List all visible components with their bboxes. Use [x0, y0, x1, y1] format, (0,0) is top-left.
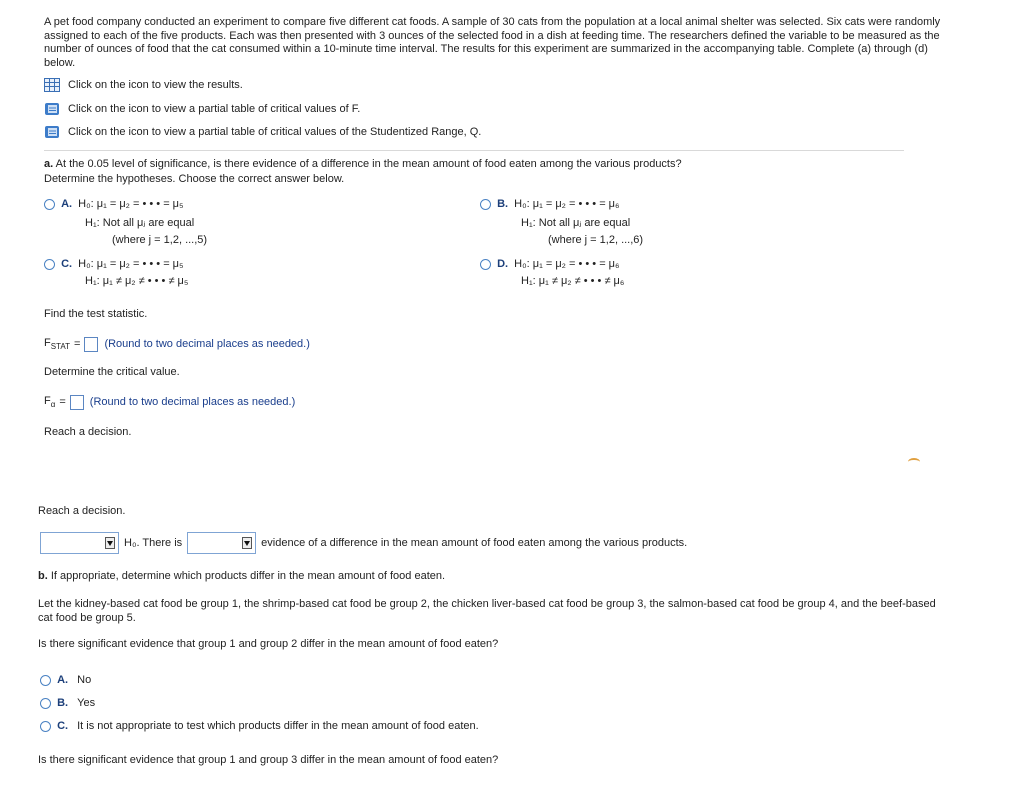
falpha-label: $F_\alpha$ [44, 395, 56, 409]
f-table-link-text: Click on the icon to view a partial table of critical values of F. [68, 103, 361, 115]
dropdown-arrow-icon[interactable] [242, 537, 252, 549]
q-table-link-row[interactable] [44, 124, 481, 140]
answer-b-text: Yes [77, 697, 96, 709]
decision-row [40, 531, 687, 555]
falpha-equals: = [59, 396, 66, 408]
option-a-radio[interactable] [44, 199, 55, 210]
option-a-h0: H₀: μ₁ = μ₂ = • • • = μ₅ [78, 198, 184, 210]
option-d-letter: D. [497, 258, 509, 270]
option-d-h0: H₀: μ₁ = μ₂ = • • • = μ₆ [514, 258, 620, 270]
loading-arc-icon [908, 458, 920, 466]
answer-a-letter: A. [57, 674, 69, 686]
results-link-row[interactable] [44, 77, 243, 93]
reject-select[interactable] [40, 532, 119, 554]
group-definitions: Let the kidney-based cat food be group 1, the shrimp-based cat food be group 2, the chicken liver-based cat food be group 3, the salmon-based cat food be group 4, and the beef-based cat food be group 5. [38, 598, 936, 624]
find-test-statistic: Find the test statistic. [44, 308, 148, 320]
reach-decision-label: Reach a decision. [38, 505, 126, 517]
answer-c-text: It is not appropriate to test which products differ in the mean amount of food eaten. [77, 720, 479, 732]
option-d[interactable] [480, 255, 619, 274]
part-a-question [44, 158, 682, 170]
option-a-note: (where j = 1,2, ...,5) [112, 234, 208, 246]
option-b[interactable] [480, 195, 619, 214]
option-a-h1: H₁: Not all μⱼ are equal [85, 217, 195, 229]
section-divider [44, 150, 904, 151]
answer-a-radio[interactable] [40, 675, 51, 686]
option-c-h1: H₁: μ₁ ≠ μ₂ ≠ • • • ≠ μ₅ [85, 275, 189, 287]
answer-c-letter: C. [57, 720, 69, 732]
part-b-question [38, 570, 445, 582]
falpha-input[interactable] [70, 395, 84, 410]
part-a-instruction: Determine the hypotheses. Choose the correct answer below. [44, 173, 345, 185]
fstat-row [44, 335, 310, 353]
falpha-hint: (Round to two decimal places as needed.) [89, 396, 296, 408]
part-b-label: b. [38, 570, 48, 582]
problem-statement: A pet food company conducted an experiment to compare five different cat foods. A sample of 30 cats from the population at a local animal shelter was selected. Six cats were randomly assigned to each of the five products. Each was then presented with 3 ounces of the selected food in a dish at feeding time. The researchers defined the variable to be measured as the number of ounces of food that the cat consumed within a 10-minute time interval. The results for this experiment are summarized in the accompanying table. Complete (a) through (d) below. [44, 16, 941, 69]
evidence-text: evidence of a difference in the mean amount of food eaten among the various products. [261, 537, 688, 549]
answer-a-text: No [77, 674, 92, 686]
option-c-radio[interactable] [44, 259, 55, 270]
option-d-h1: H₁: μ₁ ≠ μ₂ ≠ • • • ≠ μ₆ [521, 275, 625, 287]
q-table-link-text: Click on the icon to view a partial table of critical values of the Studentized Range, Q. [68, 126, 482, 138]
answer-option-a[interactable] [40, 674, 91, 686]
option-c-letter: C. [61, 258, 73, 270]
fstat-hint: (Round to two decimal places as needed.) [104, 338, 310, 350]
option-b-radio[interactable] [480, 199, 491, 210]
results-link-text: Click on the icon to view the results. [68, 79, 243, 91]
falpha-row [44, 393, 295, 411]
answer-option-b[interactable] [40, 697, 95, 709]
part-a-label: a. [44, 158, 54, 170]
answer-b-letter: B. [57, 697, 69, 709]
determine-critical-value: Determine the critical value. [44, 366, 180, 378]
option-a-letter: A. [61, 198, 73, 210]
answer-b-radio[interactable] [40, 698, 51, 709]
answer-c-radio[interactable] [40, 721, 51, 732]
fstat-input[interactable] [84, 337, 98, 352]
option-b-h1: H₁: Not all μⱼ are equal [521, 217, 631, 229]
part-b-question-text: If appropriate, determine which products differ in the mean amount of food eaten. [50, 570, 446, 582]
part-a-question-text: At the 0.05 level of significance, is there evidence of a difference in the mean amount of food eaten among the various products? [55, 158, 682, 170]
f-table-link-row[interactable] [44, 101, 360, 117]
fstat-equals: = [74, 338, 81, 350]
question-group-1-2: Is there significant evidence that group 1 and group 2 differ in the mean amount of food eaten? [38, 638, 499, 650]
option-b-h0: H₀: μ₁ = μ₂ = • • • = μ₆ [514, 198, 620, 210]
option-c-h0: H₀: μ₁ = μ₂ = • • • = μ₅ [78, 258, 184, 270]
table-grid-icon[interactable] [44, 78, 60, 92]
option-b-note: (where j = 1,2, ...,6) [548, 234, 644, 246]
answer-option-c[interactable] [40, 720, 479, 732]
fstat-label: $F_{STAT}$ [44, 337, 70, 351]
option-c[interactable] [44, 255, 183, 274]
question-group-1-3: Is there significant evidence that group 1 and group 3 differ in the mean amount of food eaten? [38, 754, 499, 766]
book-icon[interactable] [44, 125, 60, 139]
option-d-radio[interactable] [480, 259, 491, 270]
h0-there-is: H₀. There is [124, 537, 183, 549]
reach-decision-heading: Reach a decision. [44, 426, 132, 438]
book-icon[interactable] [44, 102, 60, 116]
dropdown-arrow-icon[interactable] [105, 537, 115, 549]
evidence-select[interactable] [187, 532, 256, 554]
option-b-letter: B. [497, 198, 509, 210]
option-a[interactable] [44, 195, 183, 214]
